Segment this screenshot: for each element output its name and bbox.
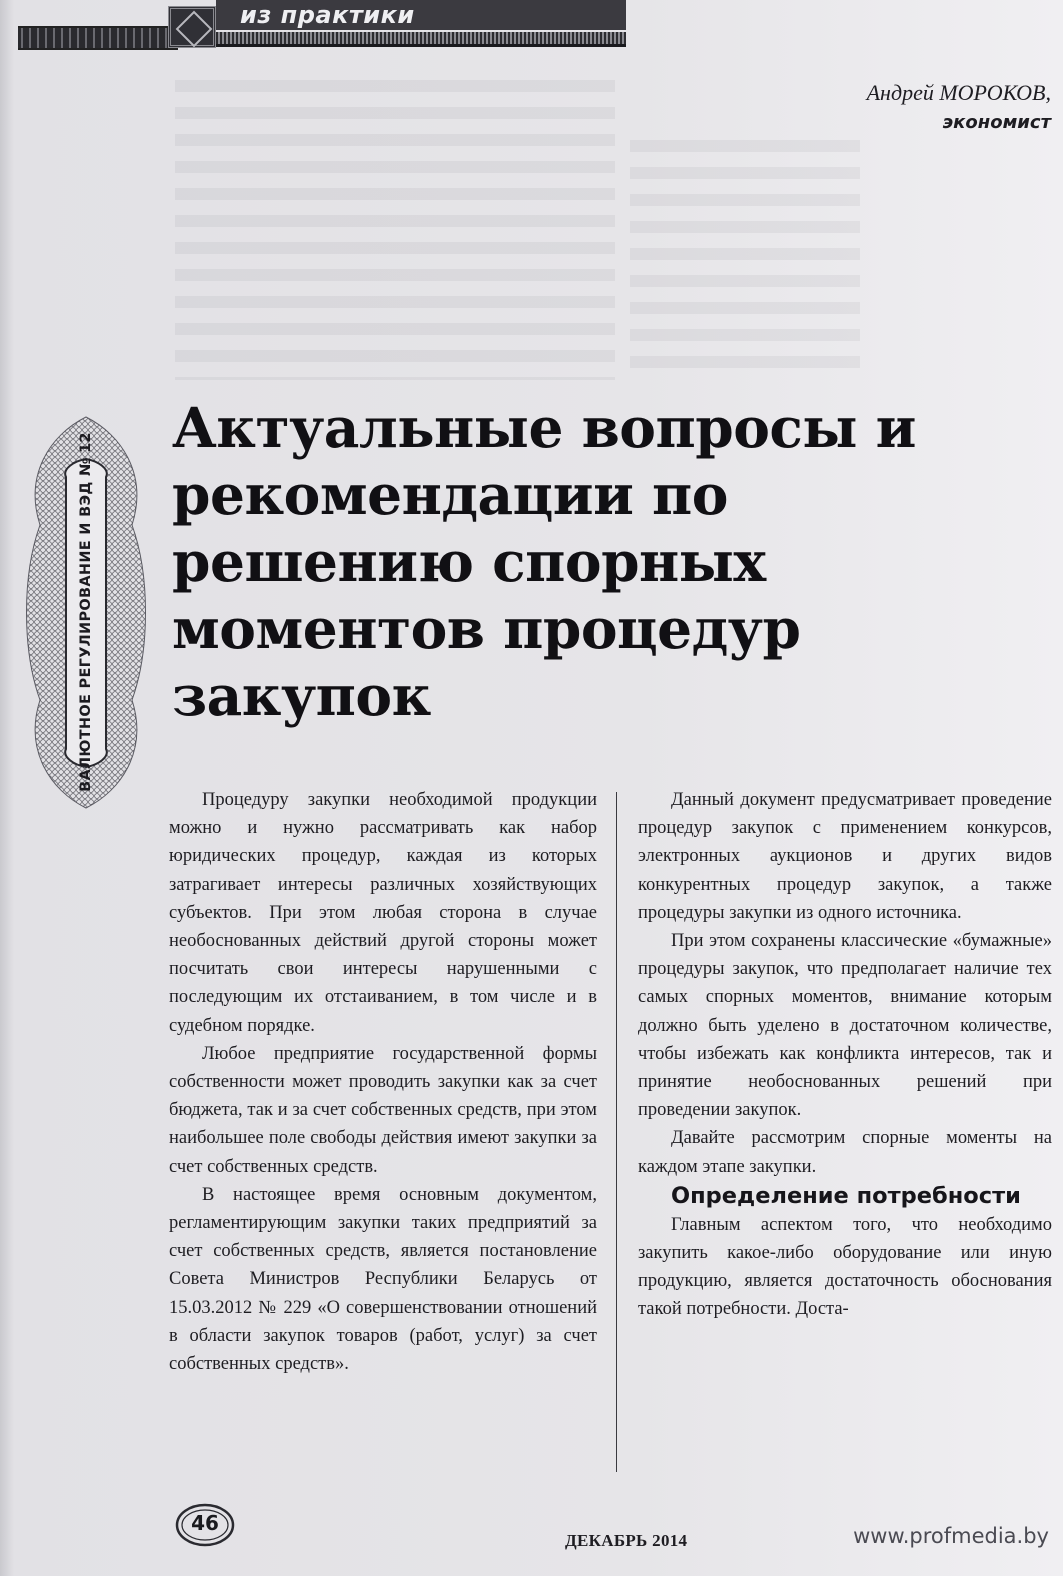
side-tab-label: ВАЛЮТНОЕ РЕГУЛИРОВАНИЕ И ВЭД № 12 [78, 432, 94, 792]
left-column [169, 786, 597, 1378]
side-tab [22, 415, 150, 810]
column-divider [616, 792, 617, 1472]
page-number-badge [175, 1503, 235, 1547]
paragraph: Данный документ предусматривает проведение процедур закупок с применением конкурсов, электронных аукционов и других видов конкурентных процедур закупок, а также процедуры закупки из одного источника. [638, 790, 1052, 923]
paragraph: При этом сохранены классические «бумажные» процедуры закупок, что предполагает наличие тех самых спорных моментов, внимание которым должно быть уделено в достаточном количестве, чтобы избежать как конфликта интересов, так и принятие необоснованных решений при проведении закупок. [638, 931, 1052, 1121]
author-block [867, 78, 1051, 138]
rubric-header [18, 0, 626, 48]
right-column [638, 786, 1052, 1324]
paragraph: Любое предприятие государственной формы собственности может проводить закупки как за счет бюджета, так и за счет собственных средств, при этом наибольшее поле свободы действия имеют закупки за счет собственных средств. [169, 1043, 597, 1177]
issue-date: ДЕКАБРЬ 2014 [565, 1531, 688, 1550]
author-role: экономист [942, 112, 1051, 133]
website-url: www.profmedia.by [853, 1524, 1049, 1548]
paragraph: Главным аспектом того, что необходимо закупить какое-либо оборудование или иную продукцию, является достаточность обоснования такой потребности. Доста- [638, 1214, 1052, 1320]
article-title: Актуальные вопросы и рекомендации по решению спорных моментов процедур закупок [172, 395, 916, 728]
paragraph: В настоящее время основным документом, регламентирующим закупки таких предприятий за счет собственных средств, является постановление Совета Министров Республики Беларусь от 15.03.2012 № 229 «О совершенствовании отношений в области закупок товаров (работ, услуг) за счет собственных средств». [169, 1184, 597, 1375]
rubric-line-ornament [216, 32, 626, 47]
rubric-ornament [18, 26, 178, 50]
rubric-label: из практики [240, 1, 415, 29]
show-through-texture [175, 80, 615, 380]
page-number: 46 [191, 1511, 219, 1535]
paragraph: Давайте рассмотрим спорные моменты на каждом этапе закупки. [638, 1128, 1052, 1177]
paragraph: Процедуру закупки необходимой продукции можно и нужно рассматривать как набор юридических процедур, каждая из которых затрагивает интересы различных хозяйствующих субъектов. При этом любая сторона в случае необоснованных действий другой стороны может посчитать свои интересы нарушенными с последующим их отстаиванием, в том числе и в судебном порядке. [169, 790, 597, 1036]
show-through-texture-right [630, 140, 860, 380]
rubric-emblem-icon [168, 6, 216, 48]
section-subheading: Определение потребности [671, 1182, 1021, 1209]
author-name: Андрей МОРОКОВ, [866, 80, 1051, 105]
